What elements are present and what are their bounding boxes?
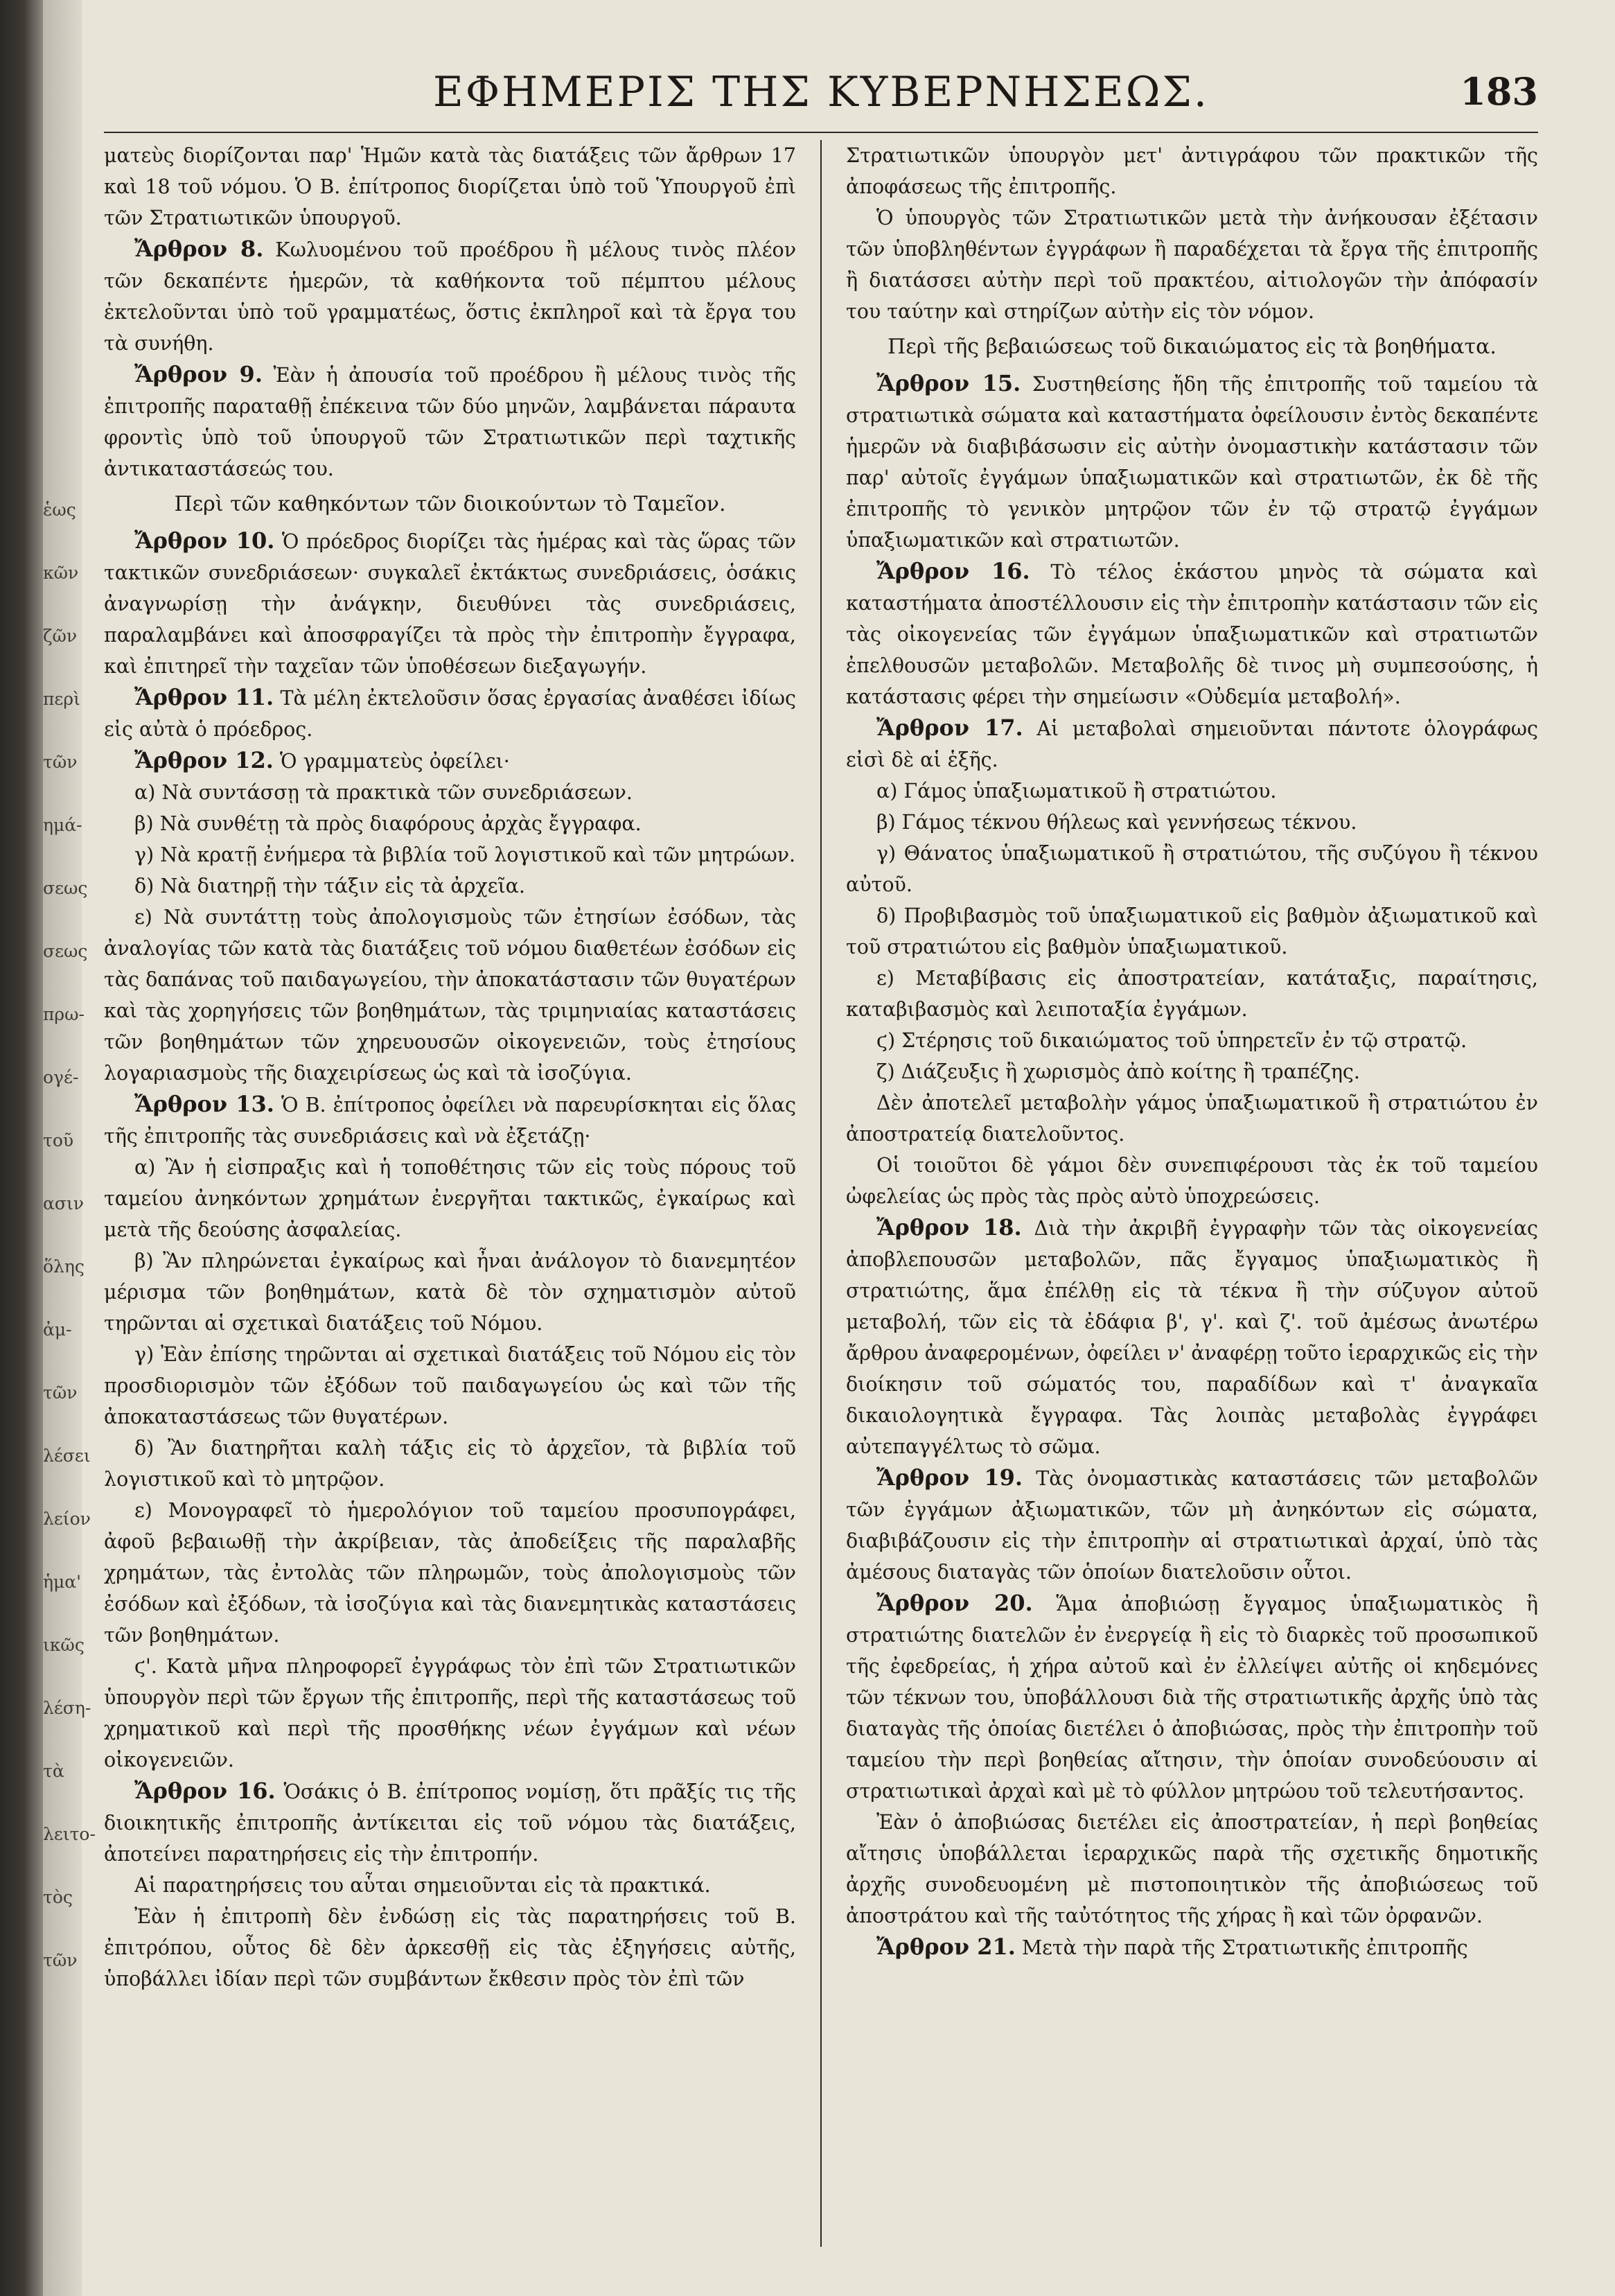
edge-fragment: λέσει [43, 1446, 91, 1466]
edge-fragment: ἑως [43, 500, 76, 520]
page-header [104, 55, 1538, 133]
list-item: β) Γάμος τέκνου θήλεως καὶ γεννήσεως τέκνου. [876, 811, 1357, 834]
article-text: Τὰ μέλη ἐκτελοῦσιν ὅσας ἐργασίας ἀναθέσει ἰδίως εἰς αὐτὰ ὁ πρόεδρος. [104, 687, 797, 741]
book-gutter-shadow [0, 0, 43, 2296]
edge-fragment: ημά- [43, 815, 82, 835]
article-21 [846, 1931, 1538, 1963]
article-text: Συστηθείσης ἤδη τῆς ἐπιτροπῆς τοῦ ταμείου τὰ στρατιωτικὰ σώματα καὶ καταστήματα ὀφείλουσιν ἐντὸς δεκαπέντε ἡμερῶν νὰ διαβιβάσωσιν εἰς αὐτὴν ὀνομαστικὴν κατάστασιν τῶν παρ' αὐτοῖς ἐγγάμων ὑπαξιωματικῶν καὶ στρατιωτῶν, ἐκ δὲ τῆς ἐπιτροπῆς τὸ γενικὸν μητρῷον τῶν ἐν τῷ στρατῷ ἐγγάμων ὑπαξιωματικῶν καὶ στρατιωτῶν. [846, 373, 1538, 552]
gazette-page [104, 55, 1538, 2259]
paragraph: Στρατιωτικῶν ὑπουργὸν μετ' ἀντιγράφου τῶν πρακτικῶν τῆς ἀποφάσεως τῆς ἐπιτροπῆς. [846, 144, 1538, 198]
edge-fragment: κῶν [43, 563, 79, 583]
edge-fragment: ζῶν [43, 626, 78, 646]
two-column-body [104, 140, 1538, 2247]
list-item: ϛ) Στέρησις τοῦ δικαιώματος τοῦ ὑπηρετεῖν ἐν τῷ στρατῷ. [876, 1029, 1467, 1052]
article-16 [846, 556, 1538, 712]
page-number: 183 [1460, 69, 1538, 114]
article-text: Τὸ τέλος ἑκάστου μηνὸς τὰ σώματα καὶ καταστήματα ἀποστέλλουσιν εἰς τὴν ἐπιτροπὴν κατάστασιν τῶν εἰς τὰς οἰκογενείας τῶν ἐγγάμων ὑπαξιωματικῶν καὶ στρατιωτῶν ἐπελθουσῶν μεταβολῶν. Μεταβολῆς δὲ τινος μὴ συμπεσούσης, ἡ κατάστασις φέρει τὴν σημείωσιν «Οὐδεμία μεταβολή». [846, 561, 1538, 708]
article-label: Ἄρθρον 11. [134, 684, 274, 710]
list-item: δ) Νὰ διατηρῇ τὴν τάξιν εἰς τὰ ἀρχεῖα. [134, 875, 525, 897]
article-text: Μετὰ τὴν παρὰ τῆς Στρατιωτικῆς ἐπιτροπῆς [1021, 1936, 1468, 1959]
article-label: Ἄρθρον 21. [876, 1934, 1016, 1960]
left-column [104, 140, 807, 2247]
article-12 [104, 745, 796, 777]
edge-fragment: σεως [43, 878, 88, 898]
article-label: Ἄρθρον 10. [134, 527, 275, 554]
list-item: ζ) Διάζευξις ἢ χωρισμὸς ἀπὸ κοίτης ἢ τραπέζης. [876, 1060, 1360, 1083]
edge-fragment: περὶ [43, 689, 80, 709]
article-text: Ὁ γραμματεὺς ὀφείλει· [279, 750, 510, 773]
article-label: Ἄρθρον 8. [134, 236, 264, 262]
section-heading: Περὶ τῆς βεβαιώσεως τοῦ δικαιώματος εἰς τὰ βοηθήματα. [888, 335, 1497, 359]
list-item: γ) Ἐὰν ἐπίσης τηρῶνται αἱ σχετικαὶ διατάξεις τοῦ Νόμου εἰς τὸν προσδιορισμὸν τῶν ἐξόδων τοῦ παιδαγωγείου ὡς καὶ τῶν τῆς ἀποκαταστάσεως τῶν θυγατέρων. [104, 1343, 796, 1428]
edge-fragment: ασιν [43, 1193, 84, 1213]
list-item: β) Νὰ συνθέτῃ τὰ πρὸς διαφόρους ἀρχὰς ἔγγραφα. [134, 812, 642, 835]
right-column [835, 140, 1538, 2247]
article-10 [104, 525, 796, 682]
paragraph: Ὁ ὑπουργὸς τῶν Στρατιωτικῶν μετὰ τὴν ἀνήκουσαν ἐξέτασιν τῶν ὑποβληθέντων ἐγγράφων ἢ παραδέχεται τὰ ἔργα τῆς ἐπιτροπῆς ἢ διατάσσει αὐτὴν περὶ τοῦ πρακτέου, αἰτιολογῶν τὴν ἀπόφασίν του ταύτην καὶ στηρίζων αὐτὴν εἰς τὸν νόμον. [846, 207, 1538, 323]
edge-fragment: τοῦ [43, 1130, 74, 1150]
article-label: Ἄρθρον 13. [134, 1091, 274, 1117]
edge-fragment: λέση- [43, 1698, 91, 1718]
article-19 [846, 1462, 1538, 1588]
edge-fragment: σεως [43, 941, 88, 961]
edge-fragment: τῶν [43, 1383, 78, 1403]
edge-fragment: ικῶς [43, 1635, 85, 1655]
article-15 [846, 368, 1538, 556]
article-17 [846, 712, 1538, 775]
list-item: α) Γάμος ὑπαξιωματικοῦ ἢ στρατιώτου. [876, 780, 1277, 803]
column-divider [807, 140, 835, 2247]
list-item: ϛ'. Κατὰ μῆνα πληροφορεῖ ἐγγράφως τὸν ἐπὶ τῶν Στρατιωτικῶν ὑπουργὸν περὶ τῶν ἔργων τῆς ἐπιτροπῆς, περὶ τῆς καταστάσεως τοῦ χρηματικοῦ καὶ περὶ τῆς προσθήκης νέων ἐγγάμων καὶ νέων οἰκογενειῶν. [104, 1655, 796, 1771]
article-13 [104, 1089, 796, 1152]
article-20 [846, 1588, 1538, 1807]
list-item: γ) Νὰ κρατῇ ἐνήμερα τὰ βιβλία τοῦ λογιστικοῦ καὶ τῶν μητρώων. [134, 843, 796, 866]
paragraph: Ἐὰν ἡ ἐπιτροπὴ δὲν ἐνδώσῃ εἰς τὰς παρατηρήσεις τοῦ Β. ἐπιτρόπου, οὗτος δὲ δὲν ἀρκεσθῇ εἰς τὰς ἐξηγήσεις αὐτῆς, ὑποβάλλει ἰδίαν περὶ τῶν συμβάντων ἔκθεσιν πρὸς τὸν ἐπὶ τῶν [104, 1905, 796, 1990]
article-label: Ἄρθρον 18. [876, 1214, 1022, 1241]
paragraph: Ἐὰν ὁ ἀποβιώσας διετέλει εἰς ἀποστρατείαν, ἡ περὶ βοηθείας αἴτησις ὑποβάλλεται ἱεραρχικῶς παρὰ τῆς σχετικῆς δημοτικῆς ἀρχῆς συνοδευομένη μὲ πιστοποιητικὸν τῆς ἀποβιώσεως τοῦ ἀποστράτου καὶ τῆς ταὐτότητος τῆς χήρας ἢ καὶ τῶν ὀρφανῶν. [846, 1811, 1538, 1927]
list-item: δ) Ἂν διατηρῆται καλὴ τάξις εἰς τὸ ἀρχεῖον, τὰ βιβλία τοῦ λογιστικοῦ καὶ τὸ μητρῷον. [104, 1437, 796, 1491]
edge-fragment: τῶν [43, 1950, 78, 1970]
article-label: Ἄρθρον 12. [134, 747, 274, 773]
list-item: ε) Μονογραφεῖ τὸ ἡμερολόγιον τοῦ ταμείου προσυπογράφει, ἀφοῦ βεβαιωθῇ τὴν ἀκρίβειαν, τὰς ἀποδείξεις τῆς παραλαβῆς χρημάτων, τὰς ἐντολὰς τῶν πληρωμῶν, τοὺς ἀπολογισμοὺς τῶν ἐσόδων καὶ ἐξόδων, τὰ ἰσοζύγια καὶ τὰς διανεμητικὰς καταστάσεις τῶν βοηθημάτων. [104, 1499, 796, 1647]
article-8 [104, 234, 796, 359]
article-label: Ἄρθρον 15. [876, 370, 1021, 396]
paragraph: Οἱ τοιοῦτοι δὲ γάμοι δὲν συνεπιφέρουσι τὰς ἐκ τοῦ ταμείου ὠφελείας ὡς πρὸς τὰς πρὸς αὐτὸ ὑποχρεώσεις. [846, 1154, 1538, 1208]
list-item: γ) Θάνατος ὑπαξιωματικοῦ ἢ στρατιώτου, τῆς συζύγου ἢ τέκνου αὐτοῦ. [846, 842, 1538, 896]
article-text: Ἐὰν ἡ ἀπουσία τοῦ προέδρου ἢ μέλους τινὸς τῆς ἐπιτροπῆς παραταθῇ ἐπέκεινα τῶν δύο μηνῶν, λαμβάνεται πάραυτα φροντὶς ὑπὸ τοῦ ὑπουργοῦ τῶν Στρατιωτικῶν περὶ ταχτικῆς ἀντικαταστάσεώς του. [104, 364, 796, 480]
edge-fragment: ἡμα' [43, 1572, 81, 1592]
facing-page-edge [43, 0, 96, 2296]
edge-fragment: τὸς [43, 1887, 73, 1907]
article-text: Ἅμα ἀποβιώσῃ ἔγγαμος ὑπαξιωματικὸς ἢ στρατιώτης διατελῶν ἐν ἐνεργείᾳ ἢ εἰς τὸ διαρκὲς τοῦ προσωπικοῦ τῆς ἐφεδρείας, ἡ χήρα αὐτοῦ καὶ ἐν ἐλλείψει αὐτῆς οἱ κηδεμόνες τῶν τέκνων του, ὑποβάλλουσι διὰ τῆς στρατιωτικῆς ἀρχῆς ὑπὸ τὰς διαταγὰς τῆς ὁποίας διετέλει ὁ ἀποβιώσας, πρὸς τὴν ἐπιτροπὴν τοῦ ταμείου τὴν περὶ βοηθείας αἴτησιν, τὴν ὁποίαν συνοδεύουσιν αἱ στρατιωτικαὶ ἀρχαὶ καὶ μὲ τὸ φύλλον μητρώου τοῦ τελευτήσαντος. [846, 1593, 1539, 1803]
article-text: Κωλυομένου τοῦ προέδρου ἢ μέλους τινὸς πλέον τῶν δεκαπέντε ἡμερῶν, τὰ καθήκοντα τοῦ πέμπτου μέλους ἐκτελοῦνται ὑπὸ τοῦ γραμματέως, ὅστις ἐκπληροῖ καὶ τὰ ἔργα του τὰ συνήθη. [104, 238, 797, 355]
article-label: Ἄρθρον 16. [876, 558, 1030, 584]
article-text: Αἱ μεταβολαὶ σημειοῦνται πάντοτε ὁλογράφως εἰσὶ δὲ αἱ ἑξῆς. [846, 717, 1539, 771]
paragraph: Αἱ παρατηρήσεις του αὗται σημειοῦνται εἰς τὰ πρακτικά. [134, 1874, 711, 1897]
list-item: β) Ἂν πληρώνεται ἐγκαίρως καὶ ἦναι ἀνάλογον τὸ διανεμητέον μέρισμα τῶν βοηθημάτων, κατὰ δὲ τὸν σχηματισμὸν αὐτοῦ τηρῶνται αἱ σχετικαὶ διατάξεις τοῦ Νόμου. [104, 1250, 796, 1335]
edge-fragment: τὰ [43, 1761, 64, 1781]
edge-fragment: λείον [43, 1509, 91, 1529]
list-item: α) Νὰ συντάσσῃ τὰ πρακτικὰ τῶν συνεδριάσεων. [134, 781, 633, 804]
article-text: Ὁ Β. ἐπίτροπος ὀφείλει νὰ παρευρίσκηται εἰς ὅλας τῆς ἐπιτροπῆς τὰς συνεδριάσεις καὶ νὰ ἐξετάζῃ· [104, 1094, 797, 1148]
article-text: Διὰ τὴν ἀκριβῆ ἐγγραφὴν τῶν τὰς οἰκογενείας ἀποβλεπουσῶν μεταβολῶν, πᾶς ἔγγαμος ὑπαξιωματικὸς ἢ στρατιώτης, ἅμα ἐπέλθῃ εἰς τὰ τέκνα ἢ τὴν σύζυγον αὐτοῦ μεταβολή, τῶν εἰς τὰ ἐδάφια β', γ'. καὶ ζ'. τοῦ ἀμέσως ἀνωτέρω ἄρθρου ἀναφερομένων, ὀφείλει ν' ἀναφέρῃ τοῦτο ἱεραρχικῶς εἰς τὴν διοίκησιν τοῦ σώματός του, παραδίδων καὶ τ' ἀναγκαῖα δικαιολογητικὰ ἔγγραφα. Τὰς λοιπὰς μεταβολὰς ἐγγράφει αὐτεπαγγέλτως τὸ σῶμα. [846, 1217, 1539, 1458]
section-heading: Περὶ τῶν καθηκόντων τῶν διοικούντων τὸ Ταμεῖον. [174, 492, 726, 516]
article-label: Ἄρθρον 19. [876, 1464, 1023, 1491]
article-11 [104, 682, 796, 745]
article-16 [104, 1776, 796, 1870]
edge-fragment: λειτο- [43, 1824, 96, 1844]
article-label: Ἄρθρον 20. [876, 1590, 1033, 1616]
article-text: Τὰς ὀνομαστικὰς καταστάσεις τῶν μεταβολῶν τῶν ἐγγάμων ἀξιωματικῶν, τῶν μὴ ἀνηκόντων εἰς σώματα, διαβιβάζουσιν εἰς τὴν ἐπιτροπὴν αἱ στρατιωτικαὶ ἀρχαί, ὑπὸ τὰς ἀμέσους διαταγὰς τῶν ὁποίων διατελοῦσιν οὗτοι. [846, 1467, 1539, 1584]
edge-fragment: ὅλης [43, 1256, 85, 1277]
article-9 [104, 359, 796, 484]
article-text: Ὁ πρόεδρος διορίζει τὰς ἡμέρας καὶ τὰς ὥρας τῶν τακτικῶν συνεδριάσεων· συγκαλεῖ ἐκτάκτως συνεδριάσεις, ὁσάκις ἀναγνωρίσῃ τὴν ἀνάγκην, διευθύνει τὰς συνεδριάσεις, παραλαμβάνει καὶ ἀποσφραγίζει τὰ πρὸς τὴν ἐπιτροπὴν ἔγγραφα, καὶ ἐπιτηρεῖ τὴν ταχεῖαν τῶν ὑποθέσεων διεξαγωγήν. [104, 530, 797, 678]
article-text: Ὁσάκις ὁ Β. ἐπίτροπος νομίσῃ, ὅτι πρᾶξίς τις τῆς διοικητικῆς ἐπιτροπῆς ἀντίκειται εἰς τοῦ νόμου τὰς διατάξεις, ἀποτείνει παρατηρήσεις εἰς τὴν ἐπιτροπήν. [104, 1780, 797, 1866]
edge-fragment: ογέ- [43, 1067, 79, 1087]
edge-fragment: τῶν [43, 752, 78, 772]
article-label: Ἄρθρον 17. [876, 715, 1023, 741]
article-label: Ἄρθρον 16. [134, 1778, 276, 1804]
list-item: δ) Προβιβασμὸς τοῦ ὑπαξιωματικοῦ εἰς βαθμὸν ἀξιωματικοῦ καὶ τοῦ στρατιώτου εἰς βαθμὸν ὑπαξιωματικοῦ. [846, 904, 1538, 958]
paragraph: Δὲν ἀποτελεῖ μεταβολὴν γάμος ὑπαξιωματικοῦ ἢ στρατιώτου ἐν ἀποστρατείᾳ διατελοῦντος. [846, 1092, 1538, 1146]
article-label: Ἄρθρον 9. [134, 361, 263, 387]
paragraph: ματεὺς διορίζονται παρ' Ἡμῶν κατὰ τὰς διατάξεις τῶν ἄρθρων 17 καὶ 18 τοῦ νόμου. Ὁ Β. ἐπίτροπος διορίζεται ὑπὸ τοῦ Ὑπουργοῦ ἐπὶ τῶν Στρατιωτικῶν ὑπουργοῦ. [104, 144, 796, 229]
edge-fragment: ἀμ- [43, 1320, 72, 1340]
list-item: ε) Μεταβίβασις εἰς ἀποστρατείαν, κατάταξις, παραίτησις, καταβιβασμὸς καὶ λειποταξία ἐγγάμων. [846, 967, 1538, 1021]
article-18 [846, 1212, 1538, 1462]
gazette-title: ΕΦΗΜΕΡΙΣ ΤΗΣ ΚΥΒΕΡΝΗΣΕΩΣ. [433, 68, 1209, 116]
list-item: α) Ἂν ἡ εἰσπραξις καὶ ἡ τοποθέτησις τῶν εἰς τοὺς πόρους τοῦ ταμείου ἀνηκόντων χρημάτων ἐνεργῆται τακτικῶς, ἐγκαίρως καὶ μετὰ τῆς δεούσης ἀσφαλείας. [104, 1156, 796, 1241]
edge-fragment: πρω- [43, 1004, 85, 1024]
list-item: ε) Νὰ συντάττῃ τοὺς ἀπολογισμοὺς τῶν ἐτησίων ἐσόδων, τὰς ἀναλογίας τῶν κατὰ τὰς διατάξεις τοῦ νόμου διαθετέων ἐσόδων εἰς τὰς δαπάνας τοῦ παιδαγωγείου, τὴν ἀποκατάστασιν τῶν θυγατέρων καὶ τὰς χορηγήσεις τῶν βοηθημάτων, τὰς τριμηνιαίας καταστάσεις τῶν βοηθημάτων τῶν χηρευουσῶν οἰκογενειῶν, τοὺς ἐτησίους λογαριασμοὺς τῆς διαχειρίσεως ὡς καὶ τὰ ἰσοζύγια. [104, 906, 796, 1085]
